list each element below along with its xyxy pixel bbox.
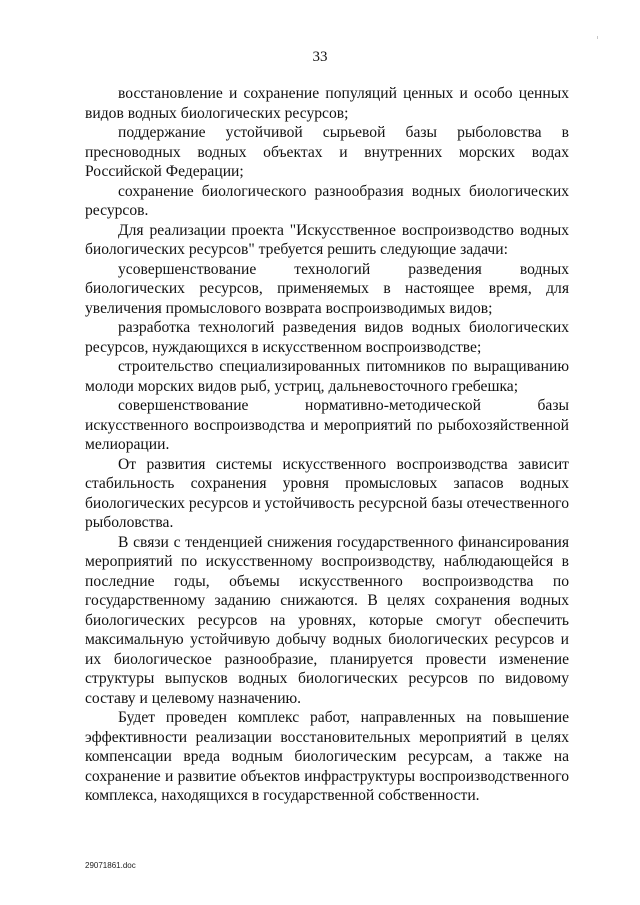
- paragraph: сохранение биологического разнообразия водных биологических ресурсов.: [85, 182, 569, 219]
- paragraph: От развития системы искусственного воспроизводства зависит стабильность сохранения уровня промысловых запасов водных биологических ресурсов и устойчивость ресурсной базы отечественного рыболовства.: [85, 455, 569, 531]
- scan-artifact-mark: [597, 36, 598, 39]
- paragraph: усовершенствование технологий разведения водных биологических ресурсов, применяемых в настоящее время, для увеличения промыслового возврата воспроизводимых видов;: [85, 260, 569, 317]
- paragraph: строительство специализированных питомников по выращиванию молоди морских видов рыб, устриц, дальневосточного гребешка;: [85, 358, 569, 395]
- page-number: 33: [312, 49, 328, 65]
- paragraph: Для реализации проекта "Искусственное воспроизводство водных биологических ресурсов" требуется решить следующие задачи:: [85, 221, 569, 258]
- paragraph: восстановление и сохранение популяций ценных и особо ценных видов водных биологических ресурсов;: [85, 85, 569, 122]
- document-body: [85, 84, 569, 806]
- paragraph: В связи с тенденцией снижения государственного финансирования мероприятий по искусственному воспроизводству, наблюдающейся в последние годы, объемы искусственного воспроизводства по государственному заданию снижаются. В целях сохранения водных биологических ресурсов на уровнях, которые смогут обеспечить максимальную устойчивую добычу водных биологических ресурсов и их биологическое разнообразие, планируется провести изменение структуры выпусков водных биологических ресурсов по видовому составу и целевому назначению.: [85, 533, 569, 707]
- paragraph: поддержание устойчивой сырьевой базы рыболовства в пресноводных водных объектах и внутренних морских водах Российской Федерации;: [85, 124, 569, 180]
- paragraph: совершенствование нормативно-методической базы искусственного воспроизводства и мероприятий по рыбохозяйственной мелиорации.: [85, 397, 569, 453]
- paragraph: разработка технологий разведения видов водных биологических ресурсов, нуждающихся в искусственном воспроизводстве;: [85, 319, 569, 356]
- paragraph: Будет проведен комплекс работ, направленных на повышение эффективности реализации восстановительных мероприятий в целях компенсации вреда водным биологическим ресурсам, а также на сохранение и развитие объектов инфраструктуры воспроизводственного комплекса, находящихся в государственной собственности.: [85, 709, 569, 804]
- footer-file-code: 29071861.doc: [85, 861, 136, 870]
